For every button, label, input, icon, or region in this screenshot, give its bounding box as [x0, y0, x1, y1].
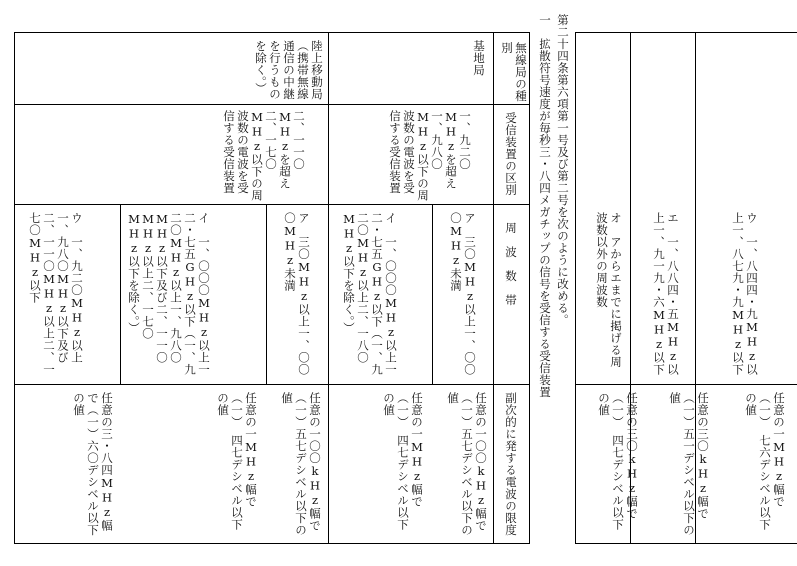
header-station-type: 無線局の種別 — [500, 42, 528, 102]
rule — [14, 32, 529, 33]
header-frequency-band: 周 波 数 帯 — [504, 222, 518, 306]
rule — [266, 204, 267, 384]
rule — [14, 104, 529, 105]
rule — [120, 204, 121, 384]
rule — [14, 204, 529, 205]
station-base: 基地局 — [472, 40, 486, 76]
receiver-mobile: 二、一一〇MHzを超え二、一七〇MHz以下の周波数の電波を受信する受信装置 — [222, 110, 306, 202]
band-base-a: ア 三〇MHz以上一、〇〇〇MHz未満 — [449, 212, 477, 376]
limit-o: 任意の三〇kHz幅で（一） 四七デシベル以下の値 — [597, 392, 639, 531]
band-base-i: イ 一、〇〇〇MHz以上一二・七五GHz以下（一、九二〇MHz以上二、一八〇MHz以下を除く。） — [342, 212, 398, 376]
freq-item-u: ウ 一、八四四・九MHz以上一、八七九・九MHz以下 — [731, 212, 759, 376]
band-mobile-a: ア 三〇MHz以上一、〇〇〇MHz未満 — [283, 212, 311, 376]
limit-e: 任意の三〇kHz幅で（一）五一デシベル以下の値 — [668, 392, 710, 536]
rule — [14, 543, 529, 544]
rule — [493, 32, 494, 544]
rule — [575, 543, 797, 544]
rule — [14, 384, 529, 385]
station-mobile: 陸上移動局（携帯無線通信の中継を行うものを除く。） — [254, 40, 324, 100]
rule — [529, 32, 530, 544]
header-receiver-class: 受信装置の区別 — [504, 112, 518, 196]
rule — [575, 32, 576, 544]
amendment-heading: 第二十四条第六項第一号及び第二号を次のように改める。 — [556, 14, 570, 326]
limit-u: 任意の一MHz幅で（一） 七六デシベル以下の値 — [744, 392, 786, 531]
freq-item-o: オ アからエまでに掲げる周波数以外の周波数 — [595, 212, 623, 368]
section-heading: 一 拡散符号速度が毎秒三・八四メガチップの信号を受信する受信装置 — [538, 14, 552, 398]
header-spurious-limit: 副次的に発する電波の限度 — [504, 392, 518, 536]
limit-mobile-u: 任意の三・八四MHz幅で（一）六〇デシベル以下の値 — [72, 392, 114, 536]
freq-item-e: エ 一、八八四・五MHz以上一、九一九・六MHz以下 — [652, 212, 680, 376]
rule — [14, 32, 15, 544]
limit-base-i: 任意の一MHz幅で（一） 四七デシベル以下の値 — [382, 392, 424, 531]
rule — [432, 204, 433, 384]
limit-base-a: 任意の一〇〇kHz幅で（一）五七デシベル以下の値 — [446, 392, 488, 536]
limit-mobile-a: 任意の一〇〇kHz幅で（一）五七デシベル以下の値 — [280, 392, 322, 536]
rule — [328, 32, 329, 544]
band-mobile-i: イ 一、〇〇〇MHz以上一二・七五GHz以下（一、九二〇MHz以上一、九八〇MHz以下及び二、一一〇MHz以上二、一七〇MHz以下を除く。） — [127, 212, 211, 376]
band-mobile-u: ウ 一、九二〇MHz以上一、九八〇MHz以下及び二、一一〇MHz以上二、一七〇MHz以下 — [28, 212, 84, 376]
receiver-base: 一、九二〇MHzを超え一、九八〇MHz以下の周波数の電波を受信する受信装置 — [388, 110, 472, 202]
rule — [575, 384, 797, 385]
rule — [575, 32, 797, 33]
limit-mobile-i: 任意の一MHz幅で（一） 四七デシベル以下の値 — [216, 392, 258, 531]
